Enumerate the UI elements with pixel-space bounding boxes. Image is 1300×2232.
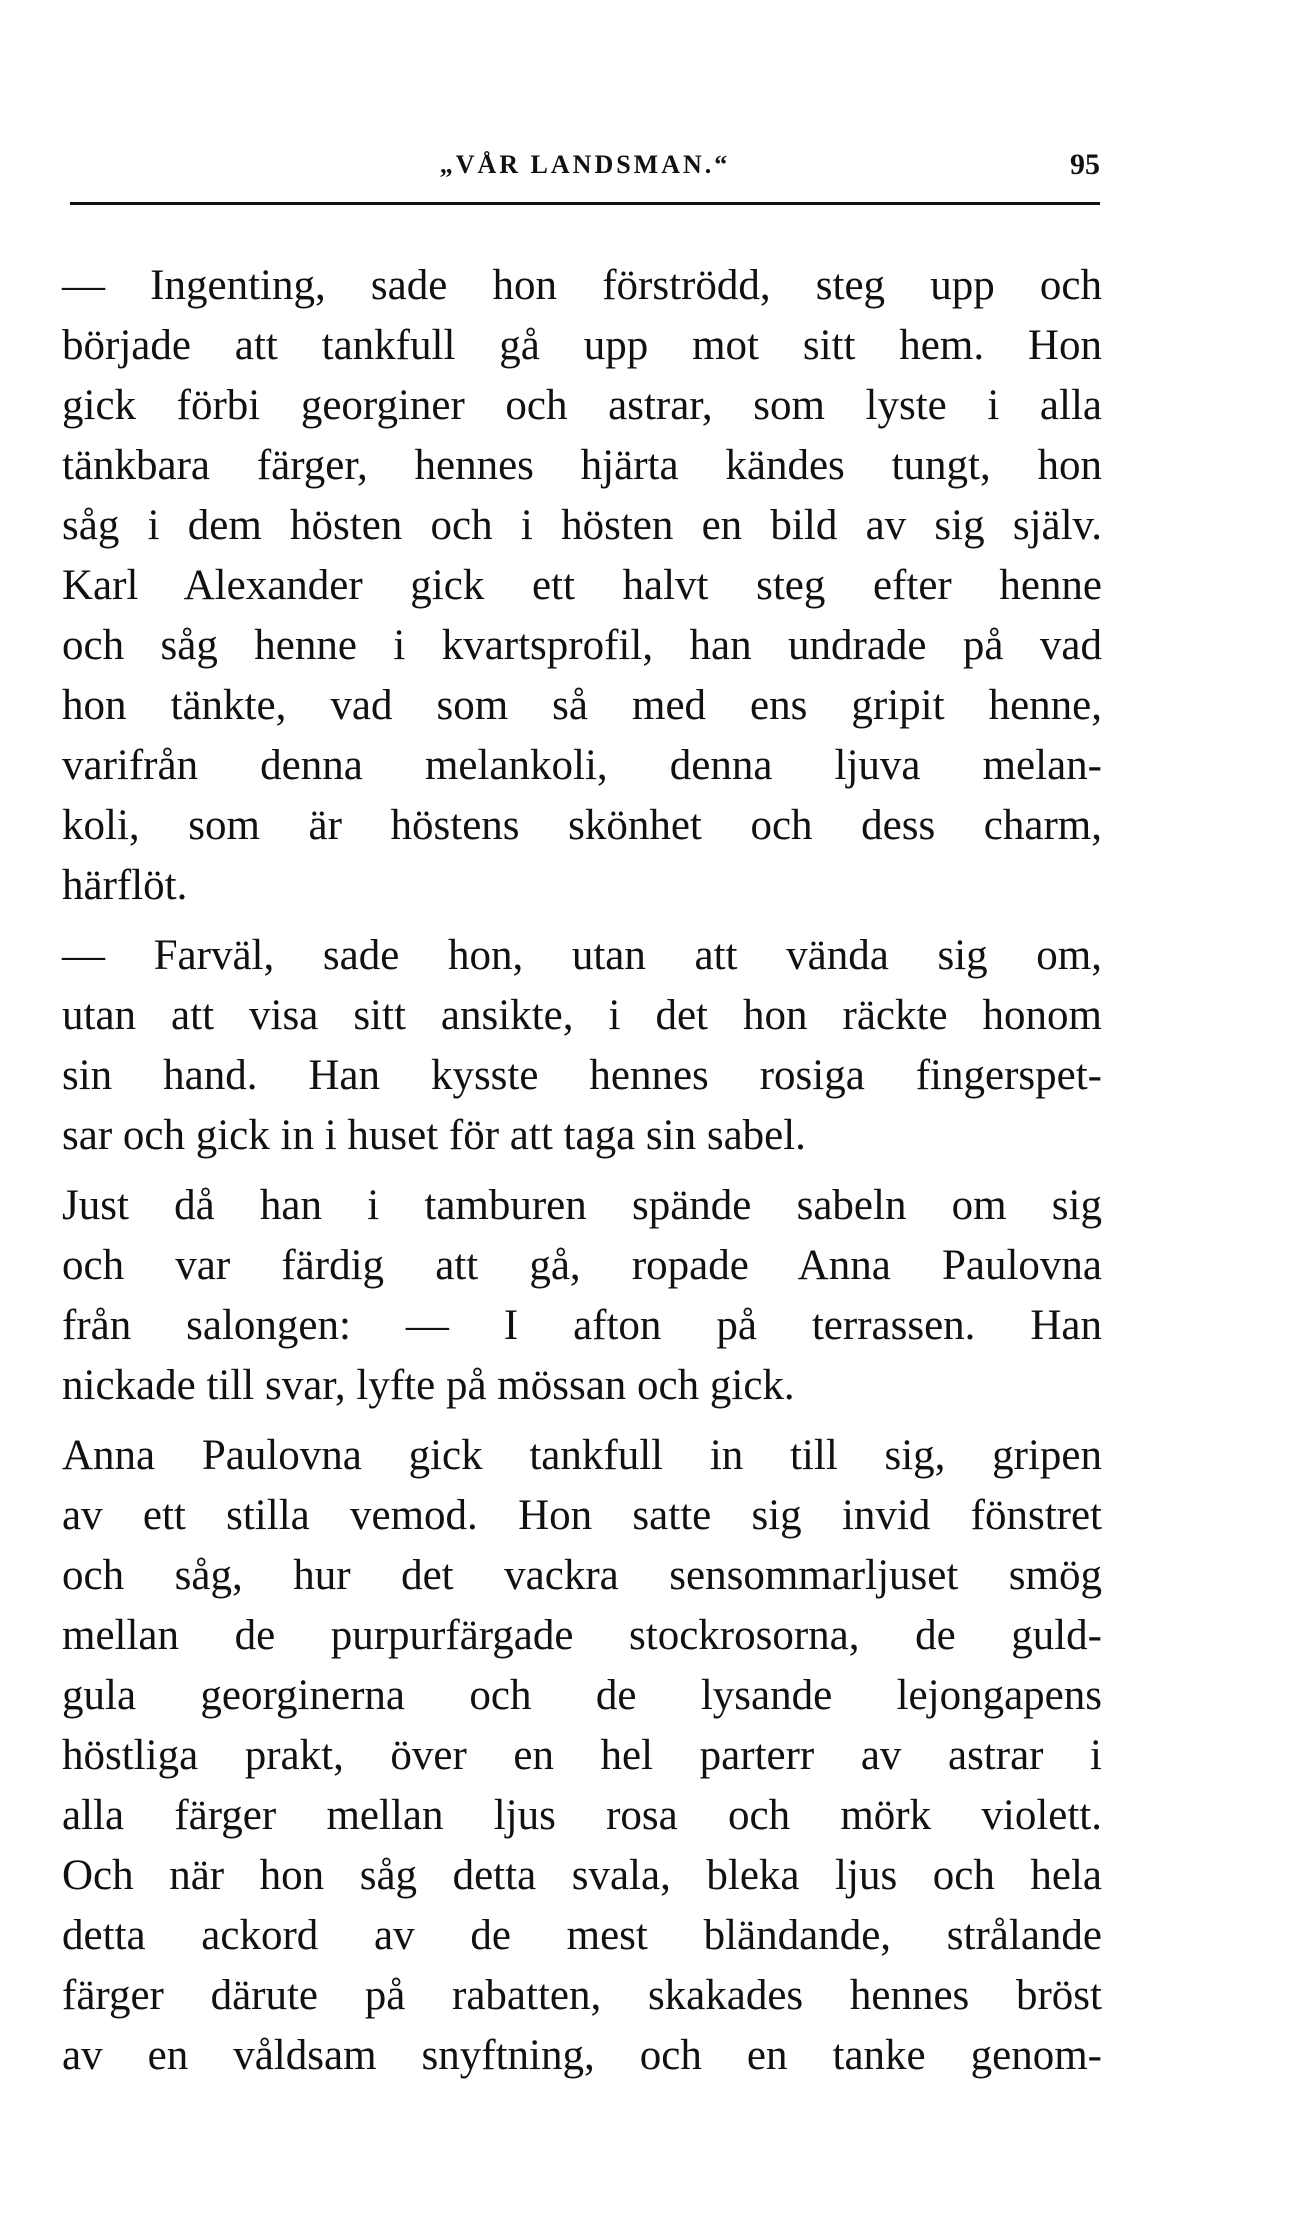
paragraph (62, 256, 1102, 916)
text-line: hon tänkte, vad som så med ens gripit henne, (62, 682, 1102, 729)
paragraph (62, 926, 1102, 1166)
paragraph (62, 1426, 1102, 2086)
text-line: såg i dem hösten och i hösten en bild av sig själv. (62, 502, 1102, 549)
text-line: av en våldsam snyftning, och en tanke genom- (62, 2032, 1102, 2079)
text-line: sar och gick in i huset för att taga sin sabel. (62, 1112, 806, 1159)
text-line: Karl Alexander gick ett halvt steg efter henne (62, 562, 1102, 609)
text-line: och var färdig att gå, ropade Anna Paulovna (62, 1242, 1102, 1289)
text-line: gick förbi georginer och astrar, som lyste i alla (62, 382, 1102, 429)
text-line: — Ingenting, sade hon förströdd, steg upp och (62, 262, 1102, 309)
text-line: härflöt. (62, 862, 188, 909)
text-line: mellan de purpurfärgade stockrosorna, de guld- (62, 1612, 1102, 1659)
text-line: Och när hon såg detta svala, bleka ljus och hela (62, 1852, 1102, 1899)
header-rule (70, 202, 1100, 205)
text-line: började att tankfull gå upp mot sitt hem. Hon (62, 322, 1102, 369)
text-line: av ett stilla vemod. Hon satte sig invid fönstret (62, 1492, 1102, 1539)
text-line: höstliga prakt, över en hel parterr av astrar i (62, 1732, 1102, 1779)
running-head (70, 150, 1100, 202)
text-line: alla färger mellan ljus rosa och mörk violett. (62, 1792, 1102, 1839)
page-number: 95 (1070, 148, 1100, 181)
text-line: och såg, hur det vackra sensommarljuset smög (62, 1552, 1102, 1599)
text-body (62, 256, 1102, 2096)
text-line: och såg henne i kvartsprofil, han undrade på vad (62, 622, 1102, 669)
text-line: från salongen: — I afton på terrassen. Han (62, 1302, 1102, 1349)
text-line: utan att visa sitt ansikte, i det hon räckte honom (62, 992, 1102, 1039)
paragraph (62, 1176, 1102, 1416)
text-line: koli, som är höstens skönhet och dess charm, (62, 802, 1102, 849)
text-line: tänkbara färger, hennes hjärta kändes tungt, hon (62, 442, 1102, 489)
text-line: Just då han i tamburen spände sabeln om sig (62, 1182, 1102, 1229)
text-line: Anna Paulovna gick tankfull in till sig, gripen (62, 1432, 1102, 1479)
text-line: detta ackord av de mest bländande, strålande (62, 1912, 1102, 1959)
text-line: gula georginerna och de lysande lejongapens (62, 1672, 1102, 1719)
text-line: sin hand. Han kysste hennes rosiga fingerspet- (62, 1052, 1102, 1099)
text-line: — Farväl, sade hon, utan att vända sig om, (62, 932, 1102, 979)
running-title: „VÅR LANDSMAN.“ (439, 150, 731, 179)
text-line: nickade till svar, lyfte på mössan och gick. (62, 1362, 795, 1409)
text-line: färger därute på rabatten, skakades hennes bröst (62, 1972, 1102, 2019)
text-line: varifrån denna melankoli, denna ljuva melan- (62, 742, 1102, 789)
